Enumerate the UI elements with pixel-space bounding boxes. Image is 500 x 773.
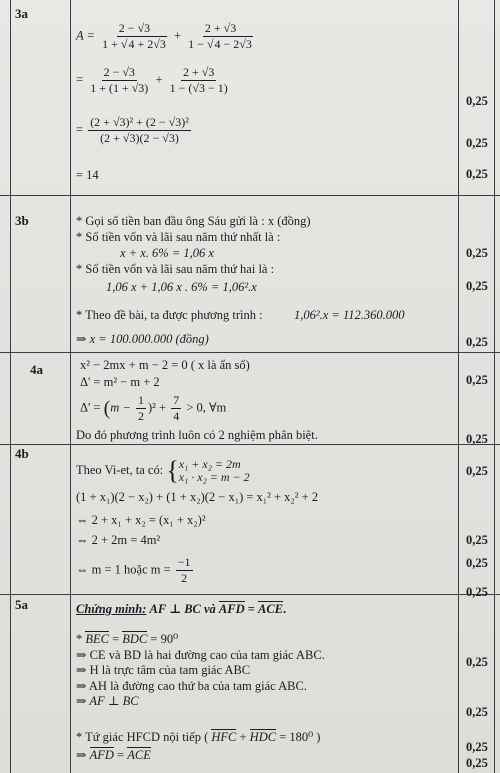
row-label-4b: 4b (15, 446, 29, 461)
table-right-border (494, 0, 495, 773)
row-divider-1 (0, 195, 500, 196)
text-5a-line2: ⇒ CE và BD là hai đường cao của tam giác ABC. (76, 648, 325, 662)
text-4b-line1: Theo Vi-et, ta có: { x₁ + x₂ = 2m x₁ · x₂ = m − 2 (76, 456, 250, 485)
frac-3a-1 (100, 22, 169, 51)
score-3b-2: 0,25 (466, 279, 488, 293)
score-4b-1: 0,25 (466, 464, 488, 478)
text-4b-line4: ⇔ 2 + 2m = 4m² (76, 533, 161, 547)
frac-3a-3: $\frac{2 - √3}{1 + (1 + √3)}$ (90, 65, 149, 95)
text-4b-line3: ⇔ 2 + x₁ + x₂ = (x₁ + x₂)² (76, 513, 206, 527)
text-3b-line8: ⇒ x = 100.000.000 (đồng) (76, 332, 209, 346)
score-3b-3: 0,25 (466, 335, 488, 349)
row-label-3b: 3b (15, 213, 29, 228)
text-3b-line4: * Số tiền vốn và lãi sau năm thứ hai là : (76, 262, 275, 276)
text-3b-line3: x + x. 6% = 1,06 x (120, 246, 214, 260)
text-5a-line1: * BEC = BDC = 90⁰ (76, 632, 179, 646)
eq-3a-line1 (76, 22, 257, 51)
text-3b-line6: * Theo đề bài, ta được phương trình : (76, 308, 263, 322)
score-4b-4: 0,25 (466, 585, 488, 599)
text-5a-line4: ⇒ AH là đường cao thứ ba của tam giác ABC. (76, 679, 307, 693)
text-4b-line2: (1 + x₁)(2 − x₂) + (1 + x₂)(2 − x₁) = x₁² + x₂² + 2 (76, 490, 319, 504)
score-4a-1: 0,25 (466, 373, 488, 387)
text-3b-line2: * Số tiền vốn và lãi sau năm thứ nhất là : (76, 230, 281, 244)
eq-3a-line2: = $\frac{2 - √3}{1 + (1 + √3)}$ + $\frac{2 + √3}{1 - (√3 - 1)}$ (76, 65, 228, 95)
score-4b-3: 0,25 (466, 556, 488, 570)
text-3b-line1: * Gọi số tiền ban đầu ông Sáu gửi là : x (đồng) (76, 214, 311, 228)
text-4a-line1: x² − 2mx + m − 2 = 0 ( x là ẩn số) (80, 358, 250, 372)
frac-4a-seven: $\frac{7}{4}$ (173, 393, 180, 423)
row-divider-4 (0, 594, 500, 595)
frac-4a-half: $\frac{1}{2}$ (137, 393, 144, 423)
score-5a-4: 0,25 (466, 756, 488, 770)
frac-3a-2-den: 1 − √4 − 2√3 (188, 37, 252, 51)
table-left-border (10, 0, 11, 773)
row-label-5a: 5a (15, 597, 28, 612)
text-4a-line4: Do đó phương trình luôn có 2 nghiệm phân biệt. (76, 428, 318, 442)
score-4a-2: 0,25 (466, 432, 488, 446)
frac-3a-2 (186, 22, 255, 51)
score-5a-1: 0,25 (466, 655, 488, 669)
score-5a-2: 0,25 (466, 705, 488, 719)
column-divider-2 (458, 0, 459, 773)
score-4b-2: 0,25 (466, 533, 488, 547)
text-4a-line2: Δ' = m² − m + 2 (80, 375, 160, 389)
score-3b-1: 0,25 (466, 246, 488, 260)
frac-3a-5: $\frac{\text{(2 + √3)² + (2 − √3)²}}{(2 + √3)(2 - √3)}$ (90, 115, 189, 145)
score-3a-1: 0,25 (466, 94, 488, 108)
row-label-4a: 4a (30, 362, 43, 377)
plus-sign: + (173, 28, 182, 43)
text-3b-line5: 1,06 x + 1,06 x . 6% = 1,06².x (106, 280, 257, 294)
text-5a-line7: ⇒ AFD = ACE (76, 748, 151, 762)
score-5a-3: 0,25 (466, 740, 488, 754)
heading-5a: Chứng minh: AF ⊥ BC và AFD = ACE. (76, 602, 287, 616)
text-4a-line3: Δ' = (m − $\frac{1}{2}$ )² + $\frac{7}{4}$ > 0, ∀m (80, 393, 227, 423)
vieta-system: x₁ + x₂ = 2m x₁ · x₂ = m − 2 (178, 457, 250, 484)
text-5a-line3: ⇒ H là trực tâm của tam giác ABC (76, 663, 251, 677)
row-divider-2 (0, 352, 500, 353)
frac-3a-4: $\frac{2 + √3}{1 - (√3 - 1)}$ (169, 65, 228, 95)
score-3a-3: 0,25 (466, 167, 488, 181)
frac-3a-2-num: 2 + √3 (204, 21, 237, 35)
text-5a-line6: * Tứ giác HFCD nội tiếp ( HFC + HDC = 180⁰ ) (76, 730, 321, 744)
text-4b-line5: ⇔ m = 1 hoặc m = $\frac{-1}{2}$ (76, 555, 191, 585)
row-label-3a: 3a (15, 6, 28, 21)
eq-3a-line4: = 14 (76, 168, 99, 182)
score-3a-2: 0,25 (466, 136, 488, 150)
column-divider-1 (70, 0, 71, 773)
frac-4b: $\frac{-1}{2}$ (177, 555, 191, 585)
row-divider-3 (0, 444, 500, 445)
frac-3a-1-num: 2 − √3 (118, 21, 151, 35)
frac-3a-1-den: 1 + √4 + 2√3 (102, 37, 166, 51)
text-3b-line7: 1,06².x = 112.360.000 (294, 308, 405, 322)
eq-3a-line3: = $\frac{\text{(2 + √3)² + (2 − √3)²}}{(2 + √3)(2 - √3)}$ (76, 115, 189, 145)
text-5a-line5: ⇒ AF ⊥ BC (76, 694, 139, 708)
eq-3a-lhs: A = (76, 28, 95, 43)
